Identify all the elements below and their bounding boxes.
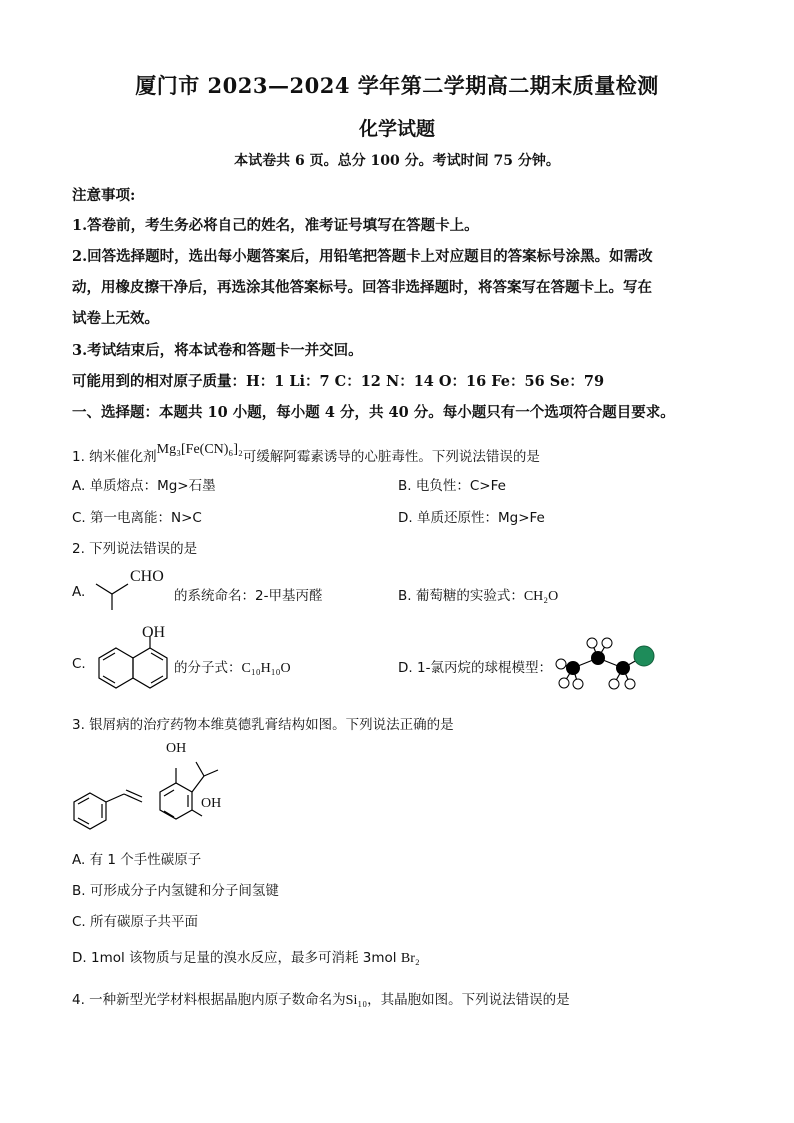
q1-formula: Mg₃[Fe(CN)₆]₂ <box>156 442 243 457</box>
q4-stem <box>72 988 570 1009</box>
note-item-2-line-2: 动，用橡皮擦干净后，再选涂其他答案标号。回答非选择题时，将答案写在答题卡上。写在 <box>72 279 652 296</box>
q3-oh-bottom: OH <box>201 796 222 811</box>
q1-option-d: D. 单质还原性：Mg>Fe <box>398 510 545 526</box>
q2-b-formula: CH₂O <box>523 589 559 604</box>
subject-title: 化学试题 <box>358 118 435 140</box>
q4-formula: Si₁₀ <box>345 993 368 1008</box>
q2-a-text: 的系统命名：2-甲基丙醛 <box>174 588 323 604</box>
chloropropane-ball-stick-model <box>550 634 660 694</box>
q3-stem: 3. 银屑病的治疗药物本维莫德乳膏结构如图。下列说法正确的是 <box>72 717 454 733</box>
q4-prefix: 4. 一种新型光学材料根据晶胞内原子数命名为 <box>72 992 346 1008</box>
q1-option-a: A. 单质熔点：Mg>石墨 <box>72 478 216 494</box>
q3-option-a: A. 有 1 个手性碳原子 <box>72 852 202 868</box>
benvitimod-structure <box>72 740 232 840</box>
note-item-2-line-3: 试卷上无效。 <box>72 310 159 327</box>
notes-heading: 注意事项: <box>72 187 136 204</box>
q2-c-formula: C₁₀H₁₀O <box>241 661 291 676</box>
q2-c-label: C. <box>72 656 86 672</box>
naphthol-structure <box>92 640 174 698</box>
section-heading: 一、选择题：本题共 10 小题，每小题 4 分，共 40 分。每小题只有一个选项符合题目要求。 <box>72 404 675 421</box>
note-item-3: 3.考试结束后，将本试卷和答题卡一并交回。 <box>72 342 363 359</box>
q2-c-desc: 的分子式： <box>174 660 242 676</box>
atomic-masses: 可能用到的相对原子质量：H：1 Li：7 C：12 N：14 O：16 Fe：56 Se：79 <box>72 373 605 390</box>
q1-option-c: C. 第一电离能：N>C <box>72 510 202 526</box>
q3-option-d <box>72 946 420 967</box>
q2-b-text: B. 葡萄糖的实验式： <box>398 588 524 604</box>
q2-a-label: A. <box>72 584 86 600</box>
q2-stem: 2. 下列说法错误的是 <box>72 541 198 557</box>
q3-d-formula: Br₂ <box>400 951 420 966</box>
q2-option-b <box>398 584 558 605</box>
q1-stem <box>72 442 540 466</box>
q1-suffix: 可缓解阿霉素诱导的心脏毒性。下列说法错误的是 <box>242 449 540 465</box>
q3-option-b: B. 可形成分子内氢键和分子间氢键 <box>72 883 279 899</box>
note-item-2-line-1: 2.回答选择题时，选出每小题答案后，用铅笔把答题卡上对应题目的答案标号涂黑。如需改 <box>72 248 653 265</box>
q4-suffix: ，其晶胞如图。下列说法错误的是 <box>367 992 570 1008</box>
q3-d-text: D. 1mol 该物质与足量的溴水反应，最多可消耗 3mol <box>72 950 401 966</box>
q2-a-cho-group: CHO <box>130 568 164 585</box>
page-title: 厦门市 2023—2024 学年第二学期高二期末质量检测 <box>135 73 659 98</box>
exam-info: 本试卷共 6 页。总分 100 分。考试时间 75 分钟。 <box>234 153 560 169</box>
q1-option-b: B. 电负性：C>Fe <box>398 478 506 494</box>
q2-c-oh-group: OH <box>142 624 166 641</box>
note-item-1: 1.答卷前，考生务必将自己的姓名，准考证号填写在答题卡上。 <box>72 217 479 234</box>
q2-c-text <box>174 656 291 677</box>
q3-oh-top: OH <box>166 741 187 756</box>
q3-option-c: C. 所有碳原子共平面 <box>72 914 199 930</box>
q1-prefix: 1. 纳米催化剂 <box>72 449 157 465</box>
q2-d-text: D. 1-氯丙烷的球棍模型： <box>398 660 552 676</box>
